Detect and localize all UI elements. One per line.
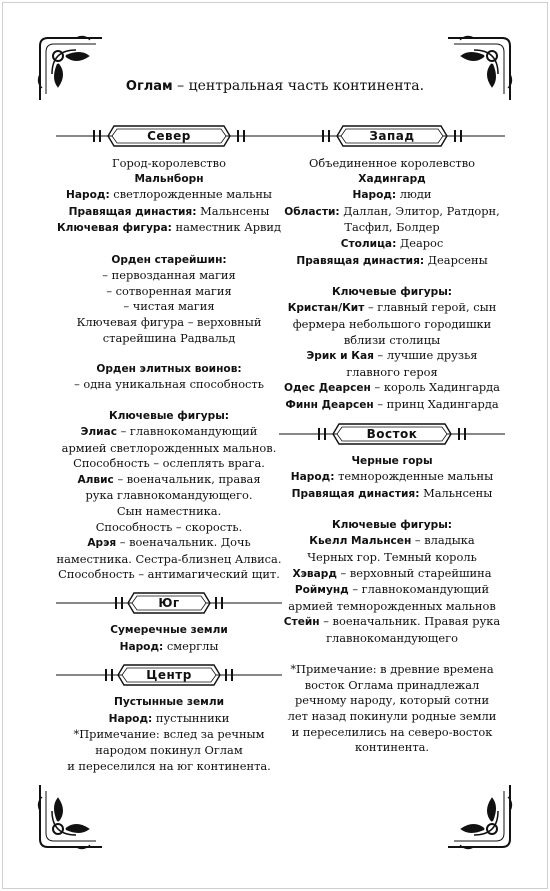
east-note-line: *Примечание: в древние времена (290, 662, 494, 677)
corner-ornament-bottom-left-icon (36, 781, 106, 851)
north-key-figures-heading: Ключевые фигуры: (108, 409, 230, 422)
east-figure-line: Хэвард – верховный старейшина (292, 565, 492, 580)
north-figure-line: Арэя – военачальник. Дочь (87, 535, 251, 550)
east-dynasty: Правящая династия: Мальнсены (291, 485, 493, 500)
west-figure-line: фермера небольшого городишки (292, 316, 492, 331)
west-figure-line: вблизи столицы (343, 332, 441, 347)
north-elders-item: Ключевая фигура – верховный (76, 314, 262, 329)
north-key-figure: Ключевая фигура: наместник Арвид (56, 220, 282, 235)
north-elders-item: – сотворенная магия (106, 283, 232, 298)
south-land-name: Сумеречные земли (110, 624, 228, 637)
north-dynasty: Правящая династия: Мальнсены (68, 203, 270, 218)
banner-east-label: Восток (366, 426, 418, 441)
south-people: Народ: смерглы (119, 638, 219, 653)
left-column (44, 124, 294, 774)
east-note-line: и переселились на северо-восток (291, 724, 493, 739)
north-kingdom-name: Мальнборн (134, 172, 204, 185)
west-figure-line: Эрик и Кая – лучшие друзья (306, 348, 478, 363)
east-people: Народ: темнорожденные мальны (290, 469, 494, 484)
west-regions: Области: Даллан, Элитор, Ратдорн, (284, 203, 500, 218)
west-figure-line: главного героя (346, 364, 438, 379)
west-people: Народ: люди (352, 187, 432, 202)
north-elders-item: – чистая магия (123, 299, 215, 314)
north-elders-item: – первозданная магия (102, 268, 236, 283)
banner-south (54, 591, 284, 615)
banner-north (54, 124, 284, 148)
east-figure-line: Стейн – военачальник. Правая рука (283, 614, 501, 629)
east-note-line: восток Оглама принадлежал (304, 677, 480, 692)
north-elders-item: старейшина Радвальд (102, 330, 236, 345)
west-dynasty: Правящая династия: Деарсены (296, 252, 488, 267)
north-warriors-item: – одна уникальная способность (74, 377, 264, 392)
north-figure-line: рука главнокомандующего. (85, 488, 253, 503)
north-figure-line: Способность – ослеплять врага. (73, 456, 265, 471)
banner-west-label: Запад (369, 129, 415, 143)
east-figure-line: Черных гор. Темный король (307, 550, 477, 565)
east-key-figures-heading: Ключевые фигуры: (331, 518, 453, 531)
west-figure-line: Кристан/Кит – главный герой, сын (287, 300, 497, 315)
north-figure-line: наместника. Сестра-близнец Алвиса. (56, 551, 282, 566)
north-elders-heading: Орден старейшин: (111, 253, 227, 266)
title-rest: – центральная часть континента. (172, 78, 425, 94)
banner-east (277, 422, 507, 446)
west-kingdom-name: Хадингард (358, 172, 426, 185)
north-people: Народ: светлорожденные мальны (66, 187, 272, 202)
north-figure-line: Сын наместника. (116, 504, 222, 519)
west-key-figures-heading: Ключевые фигуры: (331, 285, 453, 298)
right-column (267, 124, 517, 756)
banner-north-label: Север (147, 129, 191, 143)
center-note-line: народом покинул Оглам (95, 743, 243, 757)
center-note-line: и переселился на юг континента. (67, 758, 271, 773)
banner-south-label: Юг (158, 596, 180, 611)
east-note-line: континента. (354, 740, 430, 755)
west-capital: Столица: Деарос (340, 235, 444, 250)
west-figure-line: Одес Деарсен – король Хадингарда (284, 380, 500, 395)
center-people: Народ: пустынники (108, 710, 230, 725)
east-figure-line: армией темнорожденных мальнов (288, 598, 496, 613)
east-land-name: Черные горы (351, 454, 433, 467)
title-bold: Оглам (125, 79, 173, 94)
east-figure-line: Кьелл Мальнсен – владыка (309, 533, 475, 548)
west-kingdom-type: Объединенное королевство (309, 156, 475, 170)
page-title (0, 78, 550, 94)
center-note-line: *Примечание: вслед за речным (73, 727, 265, 742)
north-kingdom-type: Город-королевство (112, 156, 226, 170)
north-figure-line: армией светлорожденных мальнов. (61, 440, 277, 455)
banner-west (277, 124, 507, 148)
north-figure-line: Способность – скорость. (95, 519, 243, 534)
center-land-name: Пустынные земли (113, 696, 225, 709)
banner-center-label: Центр (146, 668, 192, 683)
north-warriors-heading: Орден элитных воинов: (96, 362, 242, 375)
corner-ornament-bottom-right-icon (444, 781, 514, 851)
west-regions-cont: Тасфил, Болдер (344, 220, 440, 235)
north-figure-line: Элиас – главнокомандующий (80, 424, 258, 439)
north-figure-line: Способность – антимагический щит. (58, 567, 280, 582)
west-figure-line: Финн Деарсен – принц Хадингарда (285, 396, 499, 411)
north-figure-line: Алвис – военачальник, правая (77, 471, 261, 486)
east-note-line: речному народу, который сотни (294, 693, 490, 708)
banner-center (54, 663, 284, 687)
east-note-line: лет назад покинули родные земли (287, 709, 497, 723)
east-figure-line: главнокомандующего (326, 631, 458, 646)
east-figure-line: Роймунд – главнокомандующий (294, 582, 490, 597)
